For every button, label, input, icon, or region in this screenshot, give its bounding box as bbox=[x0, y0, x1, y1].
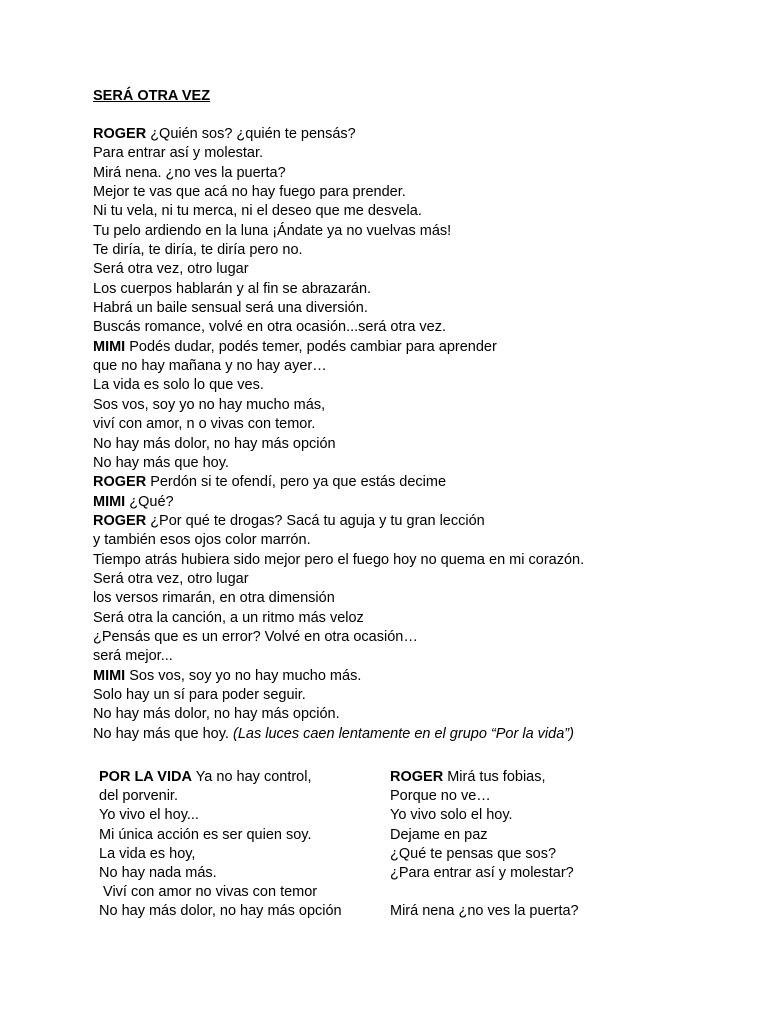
line-text: La vida es solo lo que ves. bbox=[93, 377, 264, 394]
lyric-line bbox=[93, 357, 733, 376]
lyric-line bbox=[93, 164, 733, 183]
line-text: y también esos ojos color marrón. bbox=[93, 532, 311, 549]
lyric-line bbox=[93, 512, 733, 531]
line-text: Mirá nena. ¿no ves la puerta? bbox=[93, 164, 286, 181]
lyric-line bbox=[99, 806, 379, 825]
lyric-line bbox=[93, 260, 733, 279]
lyrics-dialogue bbox=[93, 125, 733, 744]
line-text: Buscás romance, volvé en otra ocasión...será otra vez. bbox=[93, 319, 447, 336]
lyric-line bbox=[93, 183, 733, 202]
lyric-line bbox=[99, 768, 379, 787]
line-text: Mirá nena ¿no ves la puerta? bbox=[390, 903, 579, 920]
line-text: Viví con amor no vivas con temor bbox=[99, 884, 318, 901]
line-text: ¿Para entrar así y molestar? bbox=[390, 864, 574, 881]
lyric-line bbox=[93, 589, 733, 608]
lyric-line bbox=[93, 318, 733, 337]
line-text: No hay más dolor, no hay más opción. bbox=[93, 706, 340, 723]
lyric-line bbox=[93, 686, 733, 705]
lyric-line bbox=[93, 144, 733, 163]
line-text: Mi única acción es ser quien soy. bbox=[99, 826, 312, 843]
line-text: ¿Qué? bbox=[125, 493, 174, 510]
lyric-line bbox=[93, 473, 733, 492]
line-text: Para entrar así y molestar. bbox=[93, 145, 264, 162]
line-text: No hay más que hoy. bbox=[93, 725, 233, 742]
lyric-line bbox=[93, 493, 733, 512]
column-por-la-vida bbox=[99, 768, 379, 922]
line-text: La vida es hoy, bbox=[99, 845, 196, 862]
line-text: ¿Qué te pensas que sos? bbox=[390, 845, 557, 862]
line-text: Dejame en paz bbox=[390, 826, 488, 843]
lyric-line bbox=[390, 845, 690, 864]
line-text: Ya no hay control, bbox=[191, 769, 312, 785]
lyric-line bbox=[390, 883, 690, 902]
line-text: Ni tu vela, ni tu merca, ni el deseo que me desvela. bbox=[93, 203, 422, 220]
line-text: Habrá un baile sensual será una diversión. bbox=[93, 300, 368, 317]
line-text: ¿Por qué te drogas? Sacá tu aguja y tu gran lección bbox=[146, 512, 485, 529]
lyric-line bbox=[390, 902, 690, 921]
line-text: del porvenir. bbox=[99, 788, 178, 805]
speaker-name: ROGER bbox=[93, 126, 147, 142]
line-text: Yo vivo el hoy... bbox=[99, 807, 199, 824]
line-text: Será otra vez, otro lugar bbox=[93, 261, 249, 278]
lyric-line bbox=[93, 396, 733, 415]
lyric-line bbox=[390, 826, 690, 845]
line-text: No hay más dolor, no hay más opción bbox=[93, 435, 336, 452]
lyric-line bbox=[93, 299, 733, 318]
line-text: No hay más dolor, no hay más opción bbox=[99, 903, 342, 920]
line-text: Los cuerpos hablarán y al fin se abrazarán. bbox=[93, 280, 372, 297]
lyric-line bbox=[93, 435, 733, 454]
line-text: Podés dudar, podés temer, podés cambiar para aprender bbox=[125, 338, 497, 355]
line-text: Sos vos, soy yo no hay mucho más. bbox=[125, 667, 362, 684]
lyric-line bbox=[93, 338, 733, 357]
lyric-line bbox=[93, 609, 733, 628]
lyric-line bbox=[93, 570, 733, 589]
speaker-name: MIMI bbox=[93, 493, 126, 510]
song-title: SERÁ OTRA VEZ bbox=[93, 88, 211, 104]
lyric-line bbox=[99, 864, 379, 883]
lyric-line bbox=[93, 241, 733, 260]
lyric-line bbox=[93, 454, 733, 473]
line-text: que no hay mañana y no hay ayer… bbox=[93, 358, 327, 375]
line-text: Mejor te vas que acá no hay fuego para prender. bbox=[93, 184, 406, 201]
line-text: ¿Quién sos? ¿quién te pensás? bbox=[146, 126, 356, 142]
lyric-line bbox=[99, 787, 379, 806]
speaker-name: POR LA VIDA bbox=[99, 769, 192, 785]
line-text: Yo vivo solo el hoy. bbox=[390, 807, 513, 824]
lyric-line bbox=[390, 864, 690, 883]
speaker-name: ROGER bbox=[93, 474, 147, 491]
lyric-line bbox=[93, 725, 733, 744]
column-roger bbox=[390, 768, 690, 922]
line-text: será mejor... bbox=[93, 648, 173, 665]
line-text: Perdón si te ofendí, pero ya que estás decime bbox=[146, 474, 447, 491]
speaker-name: MIMI bbox=[93, 667, 126, 684]
line-text: Solo hay un sí para poder seguir. bbox=[93, 686, 306, 703]
lyric-line bbox=[93, 280, 733, 299]
line-text: No hay más que hoy. bbox=[93, 454, 229, 471]
lyric-line bbox=[390, 787, 690, 806]
lyric-line bbox=[99, 902, 379, 921]
speaker-name: MIMI bbox=[93, 338, 126, 355]
line-text: Tiempo atrás hubiera sido mejor pero el fuego hoy no quema en mi corazón. bbox=[93, 551, 585, 568]
lyric-line bbox=[390, 806, 690, 825]
lyric-line bbox=[93, 628, 733, 647]
line-text: Te diría, te diría, te diría pero no. bbox=[93, 242, 303, 259]
line-text: ¿Pensás que es un error? Volvé en otra ocasión… bbox=[93, 628, 418, 645]
line-text: Mirá tus fobias, bbox=[443, 769, 546, 785]
line-text: Será otra la canción, a un ritmo más veloz bbox=[93, 609, 364, 626]
line-text: los versos rimarán, en otra dimensión bbox=[93, 590, 335, 607]
line-text: Porque no ve… bbox=[390, 788, 491, 805]
stage-direction: (Las luces caen lentamente en el grupo “Por la vida”) bbox=[232, 725, 574, 742]
line-text: viví con amor, n o vivas con temor. bbox=[93, 416, 316, 433]
lyric-line bbox=[93, 202, 733, 221]
lyric-line bbox=[93, 222, 733, 241]
line-text: Sos vos, soy yo no hay mucho más, bbox=[93, 396, 326, 413]
lyric-line bbox=[93, 667, 733, 686]
lyric-line bbox=[93, 705, 733, 724]
lyric-line bbox=[99, 845, 379, 864]
lyric-line bbox=[93, 647, 733, 666]
lyric-line bbox=[99, 826, 379, 845]
line-text: Será otra vez, otro lugar bbox=[93, 570, 249, 587]
speaker-name: ROGER bbox=[390, 769, 444, 785]
line-text: No hay nada más. bbox=[99, 864, 217, 881]
lyric-line bbox=[93, 531, 733, 550]
lyric-line bbox=[93, 376, 733, 395]
lyric-line bbox=[93, 125, 733, 144]
lyric-line bbox=[99, 883, 379, 902]
lyric-line bbox=[93, 415, 733, 434]
line-text: Tu pelo ardiendo en la luna ¡Ándate ya no vuelvas más! bbox=[93, 222, 452, 239]
speaker-name: ROGER bbox=[93, 512, 147, 529]
lyric-line bbox=[93, 551, 733, 570]
lyric-line bbox=[390, 768, 690, 787]
